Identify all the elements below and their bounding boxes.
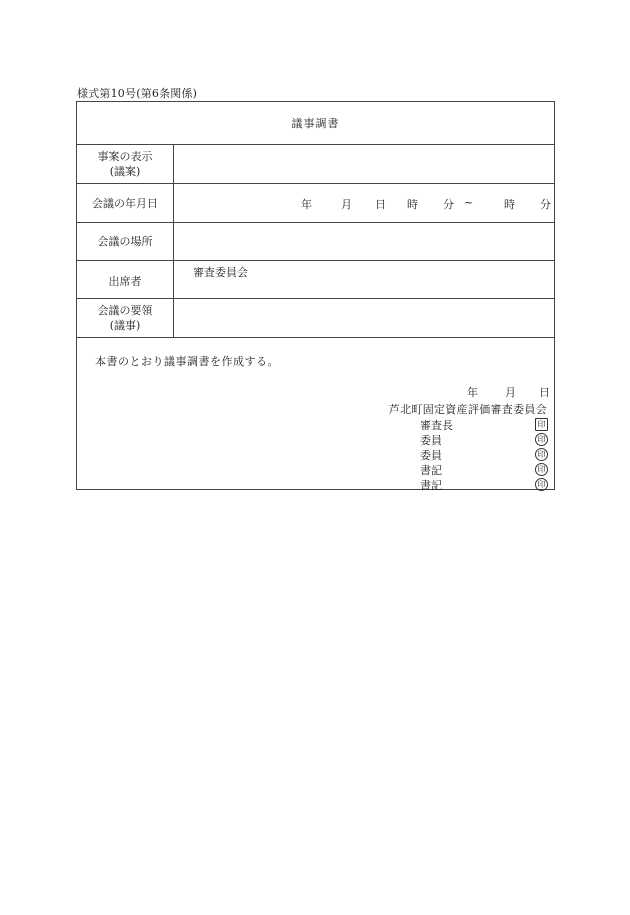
summary-label-line2: (議事) (109, 319, 141, 332)
start-hour-unit: 時 (407, 198, 418, 211)
agenda-label-line1: 事案の表示 (97, 150, 153, 163)
signatory-title: 委員 (420, 449, 442, 462)
attendees-row (77, 261, 554, 299)
datetime-label-text: 会議の年月日 (92, 196, 158, 210)
cert-month-unit: 月 (505, 386, 516, 399)
datetime-label (77, 184, 174, 222)
seal-icon[interactable]: 印 (535, 463, 548, 476)
form-number: 様式第10号(第6条関係) (77, 87, 198, 100)
agenda-label-line2: (議案) (109, 165, 141, 178)
datetime-value[interactable] (174, 184, 554, 222)
signatory-row (77, 432, 554, 447)
end-minute-unit: 分 (540, 198, 551, 211)
summary-label-line1: 会議の要領 (97, 304, 153, 317)
place-label-text: 会議の場所 (97, 235, 153, 248)
signatory-title: 委員 (420, 434, 442, 447)
attendees-value-text: 審査委員会 (193, 266, 248, 279)
signatory-title: 審査長 (420, 419, 453, 432)
signatory-row (77, 417, 554, 432)
year-unit: 年 (301, 198, 312, 211)
agenda-row (77, 145, 554, 184)
agenda-value[interactable] (174, 145, 554, 183)
attendees-label (77, 261, 174, 298)
agenda-label (77, 145, 174, 183)
place-row (77, 223, 554, 261)
signatory-row (77, 477, 554, 492)
committee-name: 芦北町固定資産評価審査委員会 (388, 403, 547, 416)
summary-label (77, 299, 174, 337)
start-minute-unit: 分 (443, 198, 454, 211)
signatory-title: 書記 (420, 464, 442, 477)
seal-icon[interactable]: 印 (535, 448, 548, 461)
title-row (77, 102, 554, 145)
attendees-value[interactable] (174, 261, 554, 298)
day-unit: 日 (375, 198, 386, 211)
summary-row (77, 299, 554, 338)
summary-value[interactable] (174, 299, 554, 337)
place-value[interactable] (174, 223, 554, 260)
cert-year-unit: 年 (467, 386, 478, 399)
cert-day-unit: 日 (539, 386, 550, 399)
certification-section (77, 338, 554, 492)
seal-icon[interactable]: 印 (535, 433, 548, 446)
form-title: 議事調書 (291, 117, 340, 130)
signatory-title: 書記 (420, 479, 442, 492)
minutes-form (76, 101, 555, 490)
end-hour-unit: 時 (504, 198, 515, 211)
datetime-row (77, 184, 554, 223)
seal-icon[interactable]: 印 (535, 478, 548, 491)
certification-statement: 本書のとおり議事調書を作成する。 (95, 355, 279, 368)
place-label (77, 223, 174, 260)
month-unit: 月 (341, 198, 352, 211)
seal-icon[interactable]: 印 (535, 418, 548, 431)
range-tilde: ~ (464, 196, 474, 209)
attendees-label-text: 出席者 (108, 275, 142, 288)
signatory-row (77, 447, 554, 462)
signatory-row (77, 462, 554, 477)
